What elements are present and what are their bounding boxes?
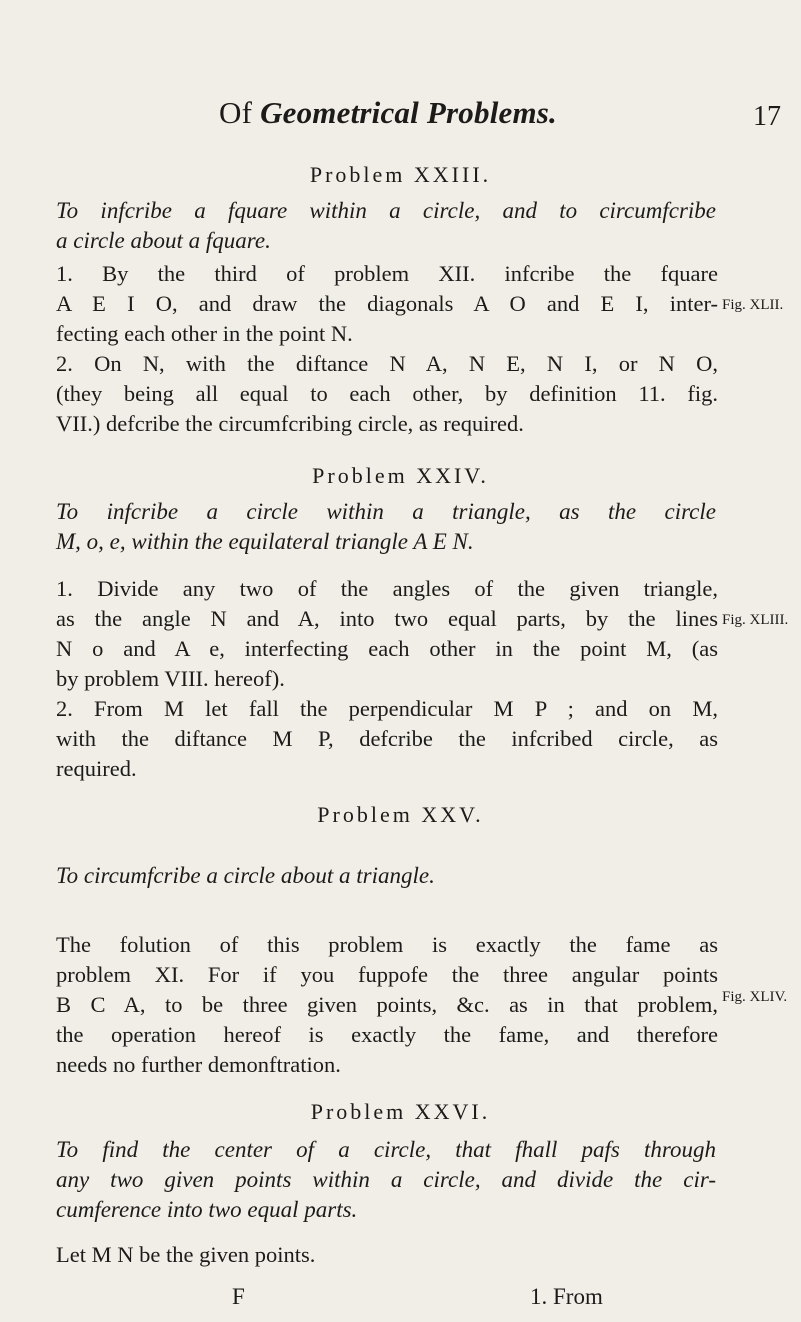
statement-line: a circle about a fquare. <box>56 228 271 253</box>
statement-line: To infcribe a circle within a triangle, as the circle <box>56 499 716 524</box>
statement-line: M, o, e, within the equilateral triangle A E N. <box>56 529 474 554</box>
text-line: The folution of this problem is exactly the fame as <box>56 932 718 957</box>
statement-line: To infcribe a fquare within a circle, and to circumfcribe <box>56 198 716 223</box>
paragraph <box>56 1240 718 1270</box>
text-line: required. <box>56 756 137 781</box>
margin-figure-reference: Fig. XLII. <box>722 297 784 313</box>
problem-statement <box>56 195 716 255</box>
text-line: fecting each other in the point N. <box>56 321 353 346</box>
problem-heading: Problem XXVI. <box>310 1099 491 1124</box>
problem-heading: Problem XXIII. <box>309 162 492 187</box>
running-head-prefix: Of <box>219 95 261 130</box>
problem-heading: Problem XXV. <box>317 802 484 827</box>
page-number: 17 <box>753 101 781 132</box>
text-line: 1. Divide any two of the angles of the given triangle, <box>56 576 718 601</box>
statement-line: cumference into two equal parts. <box>56 1197 358 1222</box>
text-line: the operation hereof is exactly the fame, and therefore <box>56 1022 718 1047</box>
text-line: 2. From M let fall the perpendicular M P ; and on M, <box>56 696 718 721</box>
paragraph <box>56 694 718 784</box>
margin-figure-reference: Fig. XLIV. <box>722 989 788 1005</box>
statement-line: any two given points within a circle, and divide the cir- <box>56 1167 716 1192</box>
catchword: 1. From <box>530 1284 603 1309</box>
text-line: with the diftance M P, defcribe the infcribed circle, as <box>56 726 718 751</box>
margin-figure-reference: Fig. XLIII. <box>722 612 789 628</box>
paragraph <box>56 930 718 1080</box>
running-head-italic-title: Geometrical Problems. <box>260 95 557 130</box>
signature-mark: F <box>232 1284 245 1309</box>
text-line: B C A, to be three given points, &c. as in that problem, <box>56 992 718 1017</box>
running-head <box>0 95 801 135</box>
paragraph <box>56 349 718 439</box>
text-line: N o and A e, interfecting each other in the point M, (as <box>56 636 718 661</box>
text-line: by problem VIII. hereof). <box>56 666 285 691</box>
text-line: (they being all equal to each other, by definition 11. fig. <box>56 381 718 406</box>
problem-heading: Problem XXIV. <box>312 463 489 488</box>
text-line: problem XI. For if you fuppofe the three angular points <box>56 962 718 987</box>
statement-line: To circumfcribe a circle about a triangle. <box>56 863 435 888</box>
problem-statement <box>56 496 716 556</box>
text-line: 2. On N, with the diftance N A, N E, N I, or N O, <box>56 351 718 376</box>
text-line: needs no further demonftration. <box>56 1052 341 1077</box>
text-line: Let M N be the given points. <box>56 1242 316 1267</box>
paragraph <box>56 574 718 694</box>
problem-statement <box>56 1134 716 1224</box>
statement-line: To find the center of a circle, that fhall pafs through <box>56 1137 716 1162</box>
text-line: VII.) defcribe the circumfcribing circle, as required. <box>56 411 524 436</box>
text-line: A E I O, and draw the diagonals A O and E I, inter- <box>56 291 718 316</box>
running-head-title <box>178 95 598 131</box>
text-line: as the angle N and A, into two equal parts, by the lines <box>56 606 718 631</box>
paragraph <box>56 259 718 349</box>
text-line: 1. By the third of problem XII. infcribe the fquare <box>56 261 718 286</box>
problem-statement <box>56 860 716 890</box>
